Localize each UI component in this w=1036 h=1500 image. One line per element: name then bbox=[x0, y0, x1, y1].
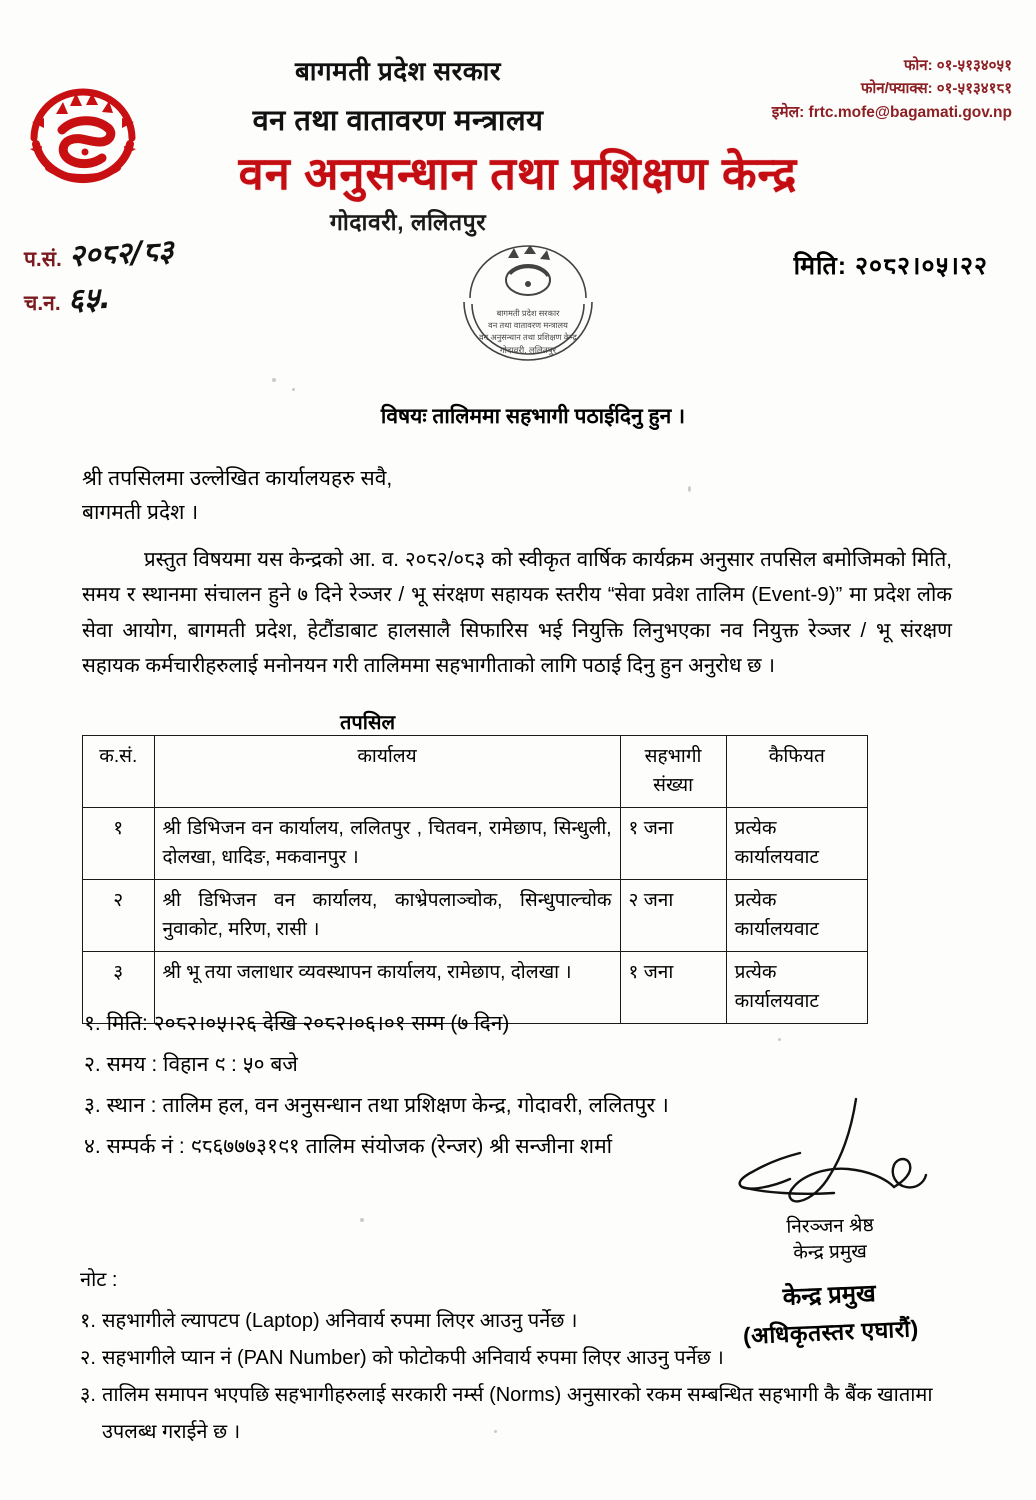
table-title: तपसिल bbox=[340, 712, 396, 734]
signatory-name: निरञ्जन श्रेष्ठ bbox=[786, 1215, 874, 1238]
cell-remarks-line2: कार्यालयवाट bbox=[734, 919, 820, 941]
scan-speck bbox=[778, 1038, 781, 1041]
cell-office: श्री डिभिजन वन कार्यालय, काभ्रेपलाञ्चोक, सिन्धुपाल्चोक नुवाकोट, मरिण, रासी । bbox=[154, 879, 620, 951]
cell-remarks-line1: प्रत्येक bbox=[734, 817, 777, 839]
chalani-number-row bbox=[24, 282, 174, 320]
scan-speck bbox=[272, 378, 276, 382]
patra-sankhya-value: २०८२/८३ bbox=[67, 233, 175, 275]
email-address: इमेल: frtc.mofe@bagamati.gov.np bbox=[771, 103, 1012, 121]
fax-number: फोन/फ्याक्स: ०१-५१३४१८१ bbox=[860, 80, 1012, 98]
cell-remarks bbox=[726, 951, 867, 1023]
cell-remarks bbox=[726, 807, 867, 879]
header-ministry-name: वन तथा वातावरण मन्त्रालय bbox=[252, 105, 544, 137]
note-text: सहभागीले ल्यापटप (Laptop) अनिवार्य रुपमा लिएर आउनु पर्नेछ । bbox=[101, 1310, 578, 1332]
cell-participants: १ जना bbox=[620, 807, 726, 879]
training-details-list bbox=[84, 1004, 669, 1168]
contact-details bbox=[772, 54, 1012, 125]
recipient-block bbox=[82, 462, 392, 530]
scan-speck bbox=[494, 1430, 497, 1433]
note-text: तालिम समापन भएपछि सहभागीहरुलाई सरकारी नर्म्स (Norms) अनुसारको रकम सम्बन्धित सहभागी कै बैंक खातामा उपलब्ध गराईने छ । bbox=[101, 1384, 933, 1443]
scan-speck bbox=[292, 388, 295, 391]
office-round-seal-icon bbox=[448, 240, 608, 365]
cell-remarks bbox=[726, 879, 867, 951]
cell-participants: १ जना bbox=[620, 951, 726, 1023]
stamp-post-title: केन्द्र प्रमुख bbox=[782, 1280, 877, 1312]
cell-remarks-line1: प्रत्येक bbox=[734, 961, 777, 983]
phone-number: फोन: ०१-५१३४०५१ bbox=[903, 57, 1012, 74]
cell-sn: २ bbox=[83, 879, 155, 951]
column-header-office: कार्यालय bbox=[154, 736, 620, 808]
detail-item-contact: ४. सम्पर्क नं : ९८६७७७३१९१ तालिम संयोजक (रेन्जर) श्री सन्जीना शर्मा bbox=[84, 1134, 613, 1158]
subject-line: विषयः तालिममा सहभागी पठाईदिनु हुन । bbox=[380, 405, 686, 428]
note-marker: २. bbox=[80, 1347, 96, 1369]
handwritten-signature-icon bbox=[680, 1095, 980, 1210]
column-header-sn: क.सं. bbox=[83, 736, 155, 808]
notes-section bbox=[80, 1262, 960, 1451]
detail-item-date: १. मिति: २०८२।०५।२६ देखि २०८२।०६।०१ सम्म (७ दिन) bbox=[84, 1012, 510, 1035]
table-header-row bbox=[83, 736, 868, 808]
letterhead bbox=[0, 0, 1036, 235]
column-header-participants-line1: सहभागी bbox=[644, 746, 702, 767]
svg-text:गोदावरी, ललितपुर: गोदावरी, ललितपुर bbox=[499, 345, 557, 355]
note-item bbox=[80, 1377, 960, 1451]
header-center-name: वन अनुसन्धान तथा प्रशिक्षण केन्द्र bbox=[238, 148, 798, 199]
letter-date: मिति: २०८२।०५।२२ bbox=[793, 252, 988, 280]
cell-remarks-line2: कार्यालयवाट bbox=[734, 847, 820, 869]
scan-speck bbox=[360, 1218, 364, 1222]
cell-remarks-line1: प्रत्येक bbox=[734, 889, 777, 911]
patra-sankhya-row bbox=[24, 233, 175, 276]
cell-remarks-line2: कार्यालयवाट bbox=[734, 991, 820, 1013]
header-address: गोदावरी, ललितपुर bbox=[329, 209, 487, 235]
svg-text:बागमती प्रदेश सरकार: बागमती प्रदेश सरकार bbox=[496, 309, 560, 318]
note-item bbox=[80, 1340, 960, 1377]
detail-item-venue: ३. स्थान : तालिम हल, वन अनुसन्धान तथा प्रशिक्षण केन्द्र, गोदावरी, ललितपुर । bbox=[84, 1093, 669, 1117]
offices-table bbox=[82, 735, 868, 1024]
detail-item-time: २. समय : विहान ९ : ५० बजे bbox=[84, 1052, 298, 1076]
column-header-participants-line2: संख्या bbox=[653, 775, 694, 797]
recipient-line-2: बागमती प्रदेश । bbox=[82, 501, 199, 525]
chalani-number-value: ६५. bbox=[66, 280, 112, 318]
signatory-post: केन्द्र प्रमुख bbox=[793, 1241, 867, 1264]
header-government-name: बागमती प्रदेश सरकार bbox=[294, 56, 502, 86]
cell-sn: ३ bbox=[83, 951, 155, 1023]
notes-title: नोट : bbox=[80, 1269, 118, 1291]
svg-text:वन अनुसन्धान तथा प्रशिक्षण केन: वन अनुसन्धान तथा प्रशिक्षण केन्द्र bbox=[479, 333, 577, 342]
chalani-number-label: च.न. bbox=[24, 291, 61, 315]
table-row bbox=[83, 879, 868, 951]
column-header-remarks: कैफियत bbox=[726, 736, 867, 808]
table-row bbox=[83, 807, 868, 879]
cell-participants: २ जना bbox=[620, 879, 726, 951]
cell-office: श्री भू तया जलाधार व्यवस्थापन कार्यालय, रामेछाप, दोलखा । bbox=[154, 951, 620, 1023]
note-marker: १. bbox=[80, 1310, 96, 1332]
recipient-line-1: श्री तपसिलमा उल्लेखित कार्यालयहरु सवै, bbox=[82, 467, 393, 490]
stamp-officer-level: (अधिकृतस्तर एघारौं) bbox=[742, 1315, 920, 1349]
note-text: सहभागीले प्यान नं (PAN Number) को फोटोकपी अनिवार्य रुपमा लिएर आउनु पर्नेछ । bbox=[101, 1347, 724, 1369]
cell-office: श्री डिभिजन वन कार्यालय, ललितपुर , चितवन, रामेछाप, सिन्धुली, दोलखा, धादिङ, मकवानपुर । bbox=[154, 807, 620, 879]
letter-body-paragraph: प्रस्तुत विषयमा यस केन्द्रको आ. व. २०८२/०८३ को स्वीकृत वार्षिक कार्यक्रम अनुसार तपसिल बमोजिमको मिति, समय र स्थानमा संचालन हुने ७ दिने रेञ्जर / भू संरक्षण सहायक स्तरीय “सेवा प्रवेश तालिम (Event-9)” मा प्रदेश लोक सेवा आयोग, बागमती प्रदेश, हेटौंडाबाट हालसालै सिफारिस भई नियुक्ति लिनुभएका नव नियुक्त रेञ्जर / भू संरक्षण सहायक कर्मचारीहरुलाई मनोनयन गरी तालिममा सहभागीताको लागि पठाई दिनु हुन अनुरोध छ । bbox=[82, 548, 952, 677]
note-marker: ३. bbox=[80, 1384, 96, 1406]
note-item bbox=[80, 1303, 960, 1340]
patra-sankhya-label: प.सं. bbox=[24, 248, 62, 271]
cell-sn: १ bbox=[83, 807, 155, 879]
scan-speck bbox=[688, 486, 691, 492]
svg-text:वन तथा वातावरण मन्त्रालय: वन तथा वातावरण मन्त्रालय bbox=[488, 321, 568, 330]
column-header-participants bbox=[620, 736, 726, 808]
reference-block bbox=[24, 233, 175, 325]
